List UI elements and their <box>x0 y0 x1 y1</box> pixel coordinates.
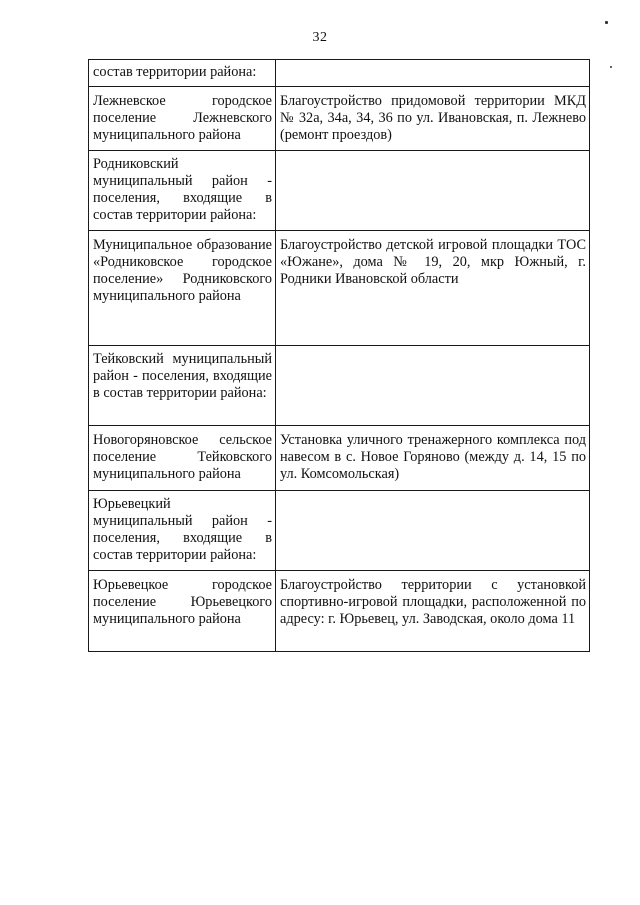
page-number: 32 <box>312 30 328 45</box>
project-cell <box>276 60 590 87</box>
project-cell: Установка уличного тренажерного комплекса под навесом в с. Новое Горяново (между д. 14, 15 по ул. Комсомольская) <box>276 426 590 491</box>
project-cell <box>276 151 590 231</box>
district-header-cell: Тейковский муниципальный район - поселения, входящие в состав территории района: <box>89 346 276 426</box>
district-header-cell: Родниковский муниципальный район - поселения, входящие в состав территории района: <box>89 151 276 231</box>
table-row <box>89 491 590 571</box>
project-cell <box>276 346 590 426</box>
municipality-cell: Юрьевецкое городское поселение Юрьевецкого муниципального района <box>89 571 276 652</box>
scan-artifact-dot <box>610 66 612 68</box>
municipality-cell: Муниципальное образование «Родниковское городское поселение» Родниковского муниципального района <box>89 231 276 346</box>
municipality-cell: Лежневское городское поселение Лежневского муниципального района <box>89 87 276 151</box>
table-row <box>89 231 590 346</box>
document-table <box>88 59 590 652</box>
scan-artifact-dot <box>605 21 608 24</box>
project-cell <box>276 491 590 571</box>
municipality-cell: состав территории района: <box>89 60 276 87</box>
district-header-cell: Юрьевецкий муниципальный район - поселения, входящие в состав территории района: <box>89 491 276 571</box>
table-row <box>89 60 590 87</box>
table-row <box>89 346 590 426</box>
table-row <box>89 571 590 652</box>
table-row <box>89 426 590 491</box>
project-cell: Благоустройство придомовой территории МКД № 32а, 34а, 34, 36 по ул. Ивановская, п. Лежнево (ремонт проездов) <box>276 87 590 151</box>
table-row <box>89 87 590 151</box>
municipality-cell: Новогоряновское сельское поселение Тейковского муниципального района <box>89 426 276 491</box>
project-cell: Благоустройство территории с установкой спортивно-игровой площадки, расположенной по адресу: г. Юрьевец, ул. Заводская, около дома 11 <box>276 571 590 652</box>
table-row <box>89 151 590 231</box>
project-cell: Благоустройство детской игровой площадки ТОС «Южане», дома № 19, 20, мкр Южный, г. Родники Ивановской области <box>276 231 590 346</box>
